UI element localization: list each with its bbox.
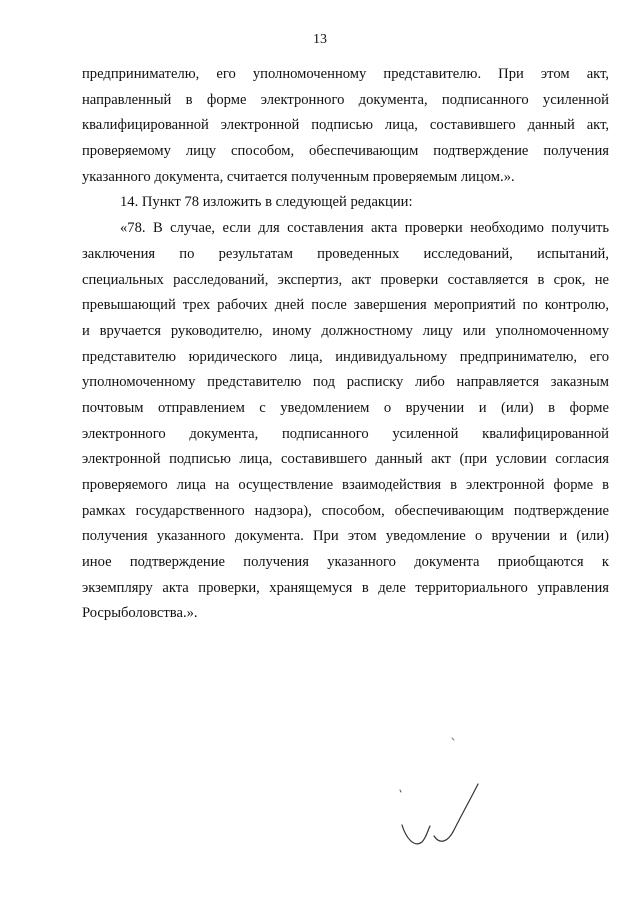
page-number: 13 [313, 32, 327, 47]
text-line: уполномоченному представителю под расписку либо направляется заказным [82, 374, 609, 391]
signature-stroke [452, 738, 454, 740]
text-line: экземпляру акта проверки, хранящемуся в деле территориального управления [82, 579, 609, 596]
text-line: электронной подписью лица, составившего данный акт (при условии согласия [82, 451, 609, 468]
text-line: иное подтверждение получения указанного документа приобщаются к [82, 554, 609, 571]
text-line: электронного документа, подписанного усиленной квалифицированной [82, 425, 609, 442]
text-line: «78. В случае, если для составления акта проверки необходимо получить [120, 220, 609, 237]
text-line: проверяемого лица на осуществление взаимодействия в электронной форме в [82, 477, 609, 493]
text-line: направленный в форме электронного документа, подписанного усиленной [82, 91, 609, 108]
text-line: получения указанного документа. При этом уведомление о вручении и (или) [82, 528, 609, 545]
text-line: почтовым отправлением с уведомлением о вручении и (или) в форме [82, 399, 609, 416]
body-text [82, 62, 609, 627]
signature-stroke [402, 825, 430, 844]
text-line: предпринимателю, его уполномоченному представителю. При этом акт, [82, 66, 609, 82]
signature-stroke [434, 784, 478, 841]
text-line: заключения по результатам проведенных исследований, испытаний, [82, 245, 609, 262]
signature-mark [392, 730, 502, 860]
signature-stroke [400, 790, 401, 792]
text-line: проверяемому лицу способом, обеспечивающим подтверждение получения [82, 143, 609, 160]
text-line: квалифицированной электронной подписью лица, составившего данный акт, [82, 117, 609, 134]
text-line: указанного документа, считается полученным проверяемым лицом.». [82, 168, 515, 185]
text-line: представителю юридического лица, индивидуальному предпринимателю, его [82, 348, 609, 365]
text-line: Росрыболовства.». [82, 605, 198, 622]
text-line: специальных расследований, экспертиз, акт проверки составляется в срок, не [82, 271, 609, 288]
text-line: и вручается руководителю, иному должностному лицу или уполномоченному [82, 322, 609, 339]
text-line: рамках государственного надзора), способом, обеспечивающим подтверждение [82, 502, 609, 519]
text-line-item-heading: 14. Пункт 78 изложить в следующей редакции: [120, 194, 413, 211]
text-line: превышающий трех рабочих дней после завершения мероприятий по контролю, [82, 297, 609, 314]
